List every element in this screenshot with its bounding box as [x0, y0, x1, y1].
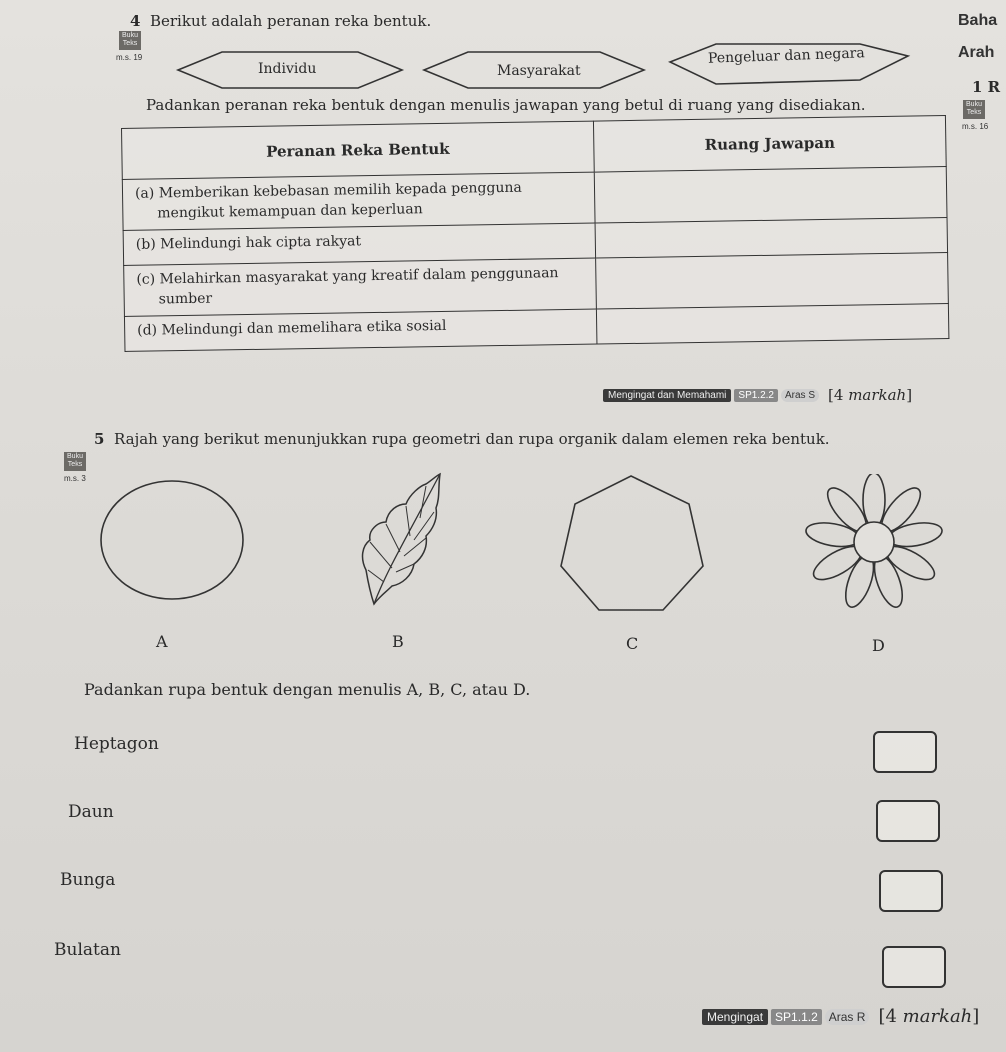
- q4-skill-tags: [603, 386, 912, 404]
- q5-marks: [878, 1006, 979, 1027]
- heptagon-shape-icon: [555, 472, 715, 614]
- q5-header: [94, 430, 830, 448]
- answer-space-d[interactable]: [596, 304, 949, 345]
- figure-label-d: D: [872, 636, 885, 655]
- role-text-d: (d) Melindungi dan memelihara etika sosial: [137, 317, 447, 339]
- leaf-shape-icon: [356, 472, 446, 610]
- hexagon-label-1: Individu: [258, 61, 317, 77]
- role-text-c: (c) Melahirkan masyarakat yang kreatif dalam penggunaan sumber: [136, 265, 559, 308]
- answer-space-b[interactable]: [595, 218, 948, 259]
- q5-prompt: Rajah yang berikut menunjukkan rupa geometri dan rupa organik dalam elemen reka bentuk.: [113, 430, 830, 448]
- q4-page-ref: m.s. 19: [116, 53, 143, 62]
- flower-shape-icon: [802, 474, 952, 614]
- q4-prompt: Berikut adalah peranan reka bentuk.: [149, 12, 432, 30]
- match-label-bulatan: Bulatan: [54, 940, 121, 960]
- figure-label-c: C: [626, 634, 639, 653]
- marks-close: ]: [972, 1006, 980, 1027]
- answer-box-heptagon[interactable]: [873, 731, 937, 773]
- marks-open: [4: [878, 1006, 903, 1027]
- table-header-jawapan: Ruang Jawapan: [593, 116, 946, 173]
- q5-instruction: Padankan rupa bentuk dengan menulis A, B, C, atau D.: [84, 680, 531, 699]
- q4-marks: [828, 386, 912, 404]
- circle-shape-icon: [98, 478, 248, 602]
- badge-line2: Teks: [122, 40, 138, 47]
- marks-open: [4: [828, 386, 849, 404]
- table-cell-role: [124, 258, 597, 316]
- badge-line2: Teks: [67, 461, 83, 468]
- q5-number: 5: [94, 430, 105, 448]
- badge-line1: Buku: [966, 101, 982, 108]
- role-text-b: (b) Melindungi hak cipta rakyat: [135, 233, 362, 253]
- marks-word: markah: [902, 1006, 973, 1027]
- tag-level: Aras R: [825, 1009, 870, 1025]
- tag-standard: SP1.2.2: [734, 389, 778, 402]
- match-label-heptagon: Heptagon: [74, 734, 159, 754]
- badge-line1: Buku: [67, 453, 83, 460]
- side-question-1: 1 R: [972, 78, 1001, 96]
- q4-number: 4: [130, 12, 141, 30]
- role-text-a: (a) Memberikan kebebasan memilih kepada pengguna mengikut kemampuan dan keperluan: [134, 179, 522, 222]
- tag-standard: SP1.1.2: [771, 1009, 822, 1025]
- tag-skill: Mengingat dan Memahami: [603, 389, 731, 402]
- side-buku-teks-badge: [963, 100, 985, 119]
- table-header-peranan: Peranan Reka Bentuk: [122, 121, 595, 179]
- answer-space-a[interactable]: [594, 167, 947, 224]
- figure-label-a: A: [156, 632, 168, 651]
- q4-header: [130, 12, 431, 30]
- q4-answer-table: [121, 115, 949, 352]
- tag-skill: Mengingat: [702, 1009, 768, 1025]
- q4-buku-teks-badge: [119, 31, 141, 50]
- side-page-ref: m.s. 16: [962, 122, 989, 131]
- badge-line2: Teks: [966, 109, 982, 116]
- answer-space-c[interactable]: [596, 253, 949, 310]
- q5-page-ref: m.s. 3: [64, 474, 86, 483]
- marks-word: markah: [848, 386, 907, 404]
- match-label-daun: Daun: [68, 802, 114, 822]
- table-cell-role: [124, 309, 596, 351]
- match-label-bunga: Bunga: [60, 870, 116, 890]
- answer-box-daun[interactable]: [876, 800, 940, 842]
- side-heading-baha: Baha: [958, 12, 998, 29]
- figure-label-b: B: [392, 632, 404, 651]
- hexagon-label-2: Masyarakat: [497, 63, 581, 79]
- answer-box-bunga[interactable]: [879, 870, 943, 912]
- hexagon-label-3: Pengeluar dan negara: [707, 45, 865, 67]
- q5-skill-tags: [702, 1006, 979, 1027]
- q5-buku-teks-badge: [64, 452, 86, 471]
- side-heading-arah: Arah: [958, 44, 995, 61]
- q4-instruction: Padankan peranan reka bentuk dengan menulis jawapan yang betul di ruang yang disediakan.: [146, 96, 866, 114]
- table-cell-role: [122, 172, 595, 230]
- answer-box-bulatan[interactable]: [882, 946, 946, 988]
- badge-line1: Buku: [122, 32, 138, 39]
- marks-close: ]: [906, 386, 913, 404]
- tag-level: Aras S: [781, 389, 819, 402]
